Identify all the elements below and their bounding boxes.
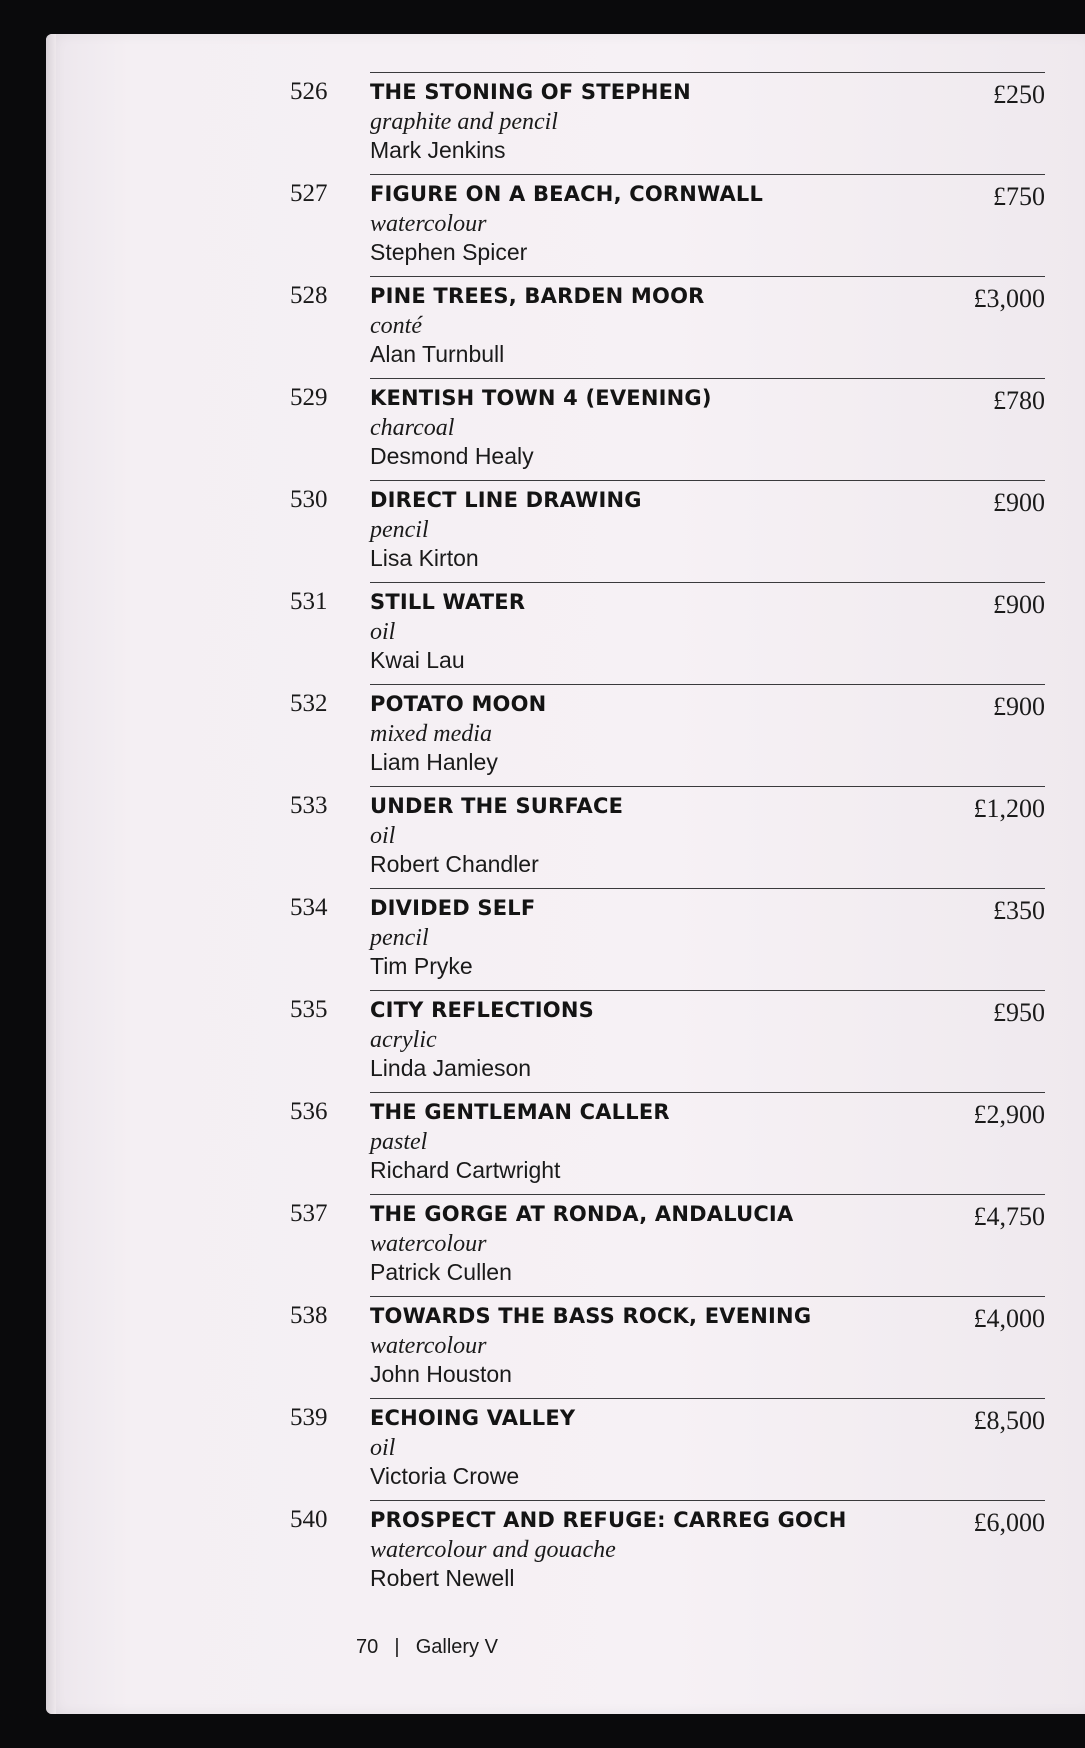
entry-artist: John Houston	[370, 1361, 512, 1387]
entry-number: 527	[290, 180, 328, 207]
entry-title: THE STONING OF STEPHEN	[370, 80, 691, 104]
entry-price: £2,900	[973, 1100, 1045, 1129]
entry-artist: Patrick Cullen	[370, 1259, 512, 1285]
catalogue-list	[290, 72, 1045, 1602]
entry-title: ECHOING VALLEY	[370, 1406, 576, 1430]
page-footer	[356, 1636, 498, 1659]
entry-artist: Stephen Spicer	[370, 239, 528, 265]
entry-artist: Kwai Lau	[370, 647, 465, 673]
catalogue-entry	[290, 786, 1045, 888]
catalogue-entry	[290, 1092, 1045, 1194]
entry-medium: watercolour	[370, 1333, 487, 1359]
entry-medium: graphite and pencil	[370, 109, 558, 135]
catalogue-entry	[290, 888, 1045, 990]
entry-artist: Robert Chandler	[370, 851, 539, 877]
entry-artist: Lisa Kirton	[370, 545, 479, 571]
page-edge	[46, 34, 56, 1714]
entry-number: 528	[290, 282, 328, 309]
entry-number: 529	[290, 384, 328, 411]
entry-price: £900	[993, 488, 1045, 517]
entry-price: £780	[993, 386, 1045, 415]
entry-title: CITY REFLECTIONS	[370, 998, 594, 1022]
entry-medium: pastel	[370, 1129, 428, 1155]
entry-price: £1,200	[973, 794, 1045, 823]
entry-price: £950	[993, 998, 1045, 1027]
entry-number: 539	[290, 1404, 328, 1431]
entry-divider	[370, 684, 1045, 685]
entry-medium: oil	[370, 1435, 396, 1461]
entry-artist: Liam Hanley	[370, 749, 498, 775]
entry-medium: watercolour and gouache	[370, 1537, 616, 1563]
entry-title: PROSPECT AND REFUGE: CARREG GOCH	[370, 1508, 847, 1532]
entry-medium: charcoal	[370, 415, 455, 441]
entry-divider	[370, 990, 1045, 991]
entry-number: 531	[290, 588, 328, 615]
entry-title: PINE TREES, BARDEN MOOR	[370, 284, 705, 308]
gallery-name: Gallery V	[415, 1636, 498, 1658]
entry-title: UNDER THE SURFACE	[370, 794, 624, 818]
entry-medium: mixed media	[370, 721, 492, 747]
entry-title: DIVIDED SELF	[370, 896, 536, 920]
catalogue-entry	[290, 990, 1045, 1092]
catalogue-entry	[290, 1500, 1045, 1602]
entry-price: £900	[993, 590, 1045, 619]
catalogue-entry	[290, 480, 1045, 582]
catalogue-entry	[290, 378, 1045, 480]
entry-divider	[370, 888, 1045, 889]
entry-artist: Robert Newell	[370, 1565, 515, 1591]
entry-medium: pencil	[370, 517, 429, 543]
entry-artist: Alan Turnbull	[370, 341, 505, 367]
entry-title: STILL WATER	[370, 590, 526, 614]
entry-number: 530	[290, 486, 328, 513]
footer-separator: |	[394, 1636, 400, 1658]
entry-divider	[370, 1500, 1045, 1501]
entry-price: £250	[993, 80, 1045, 109]
entry-price: £8,500	[973, 1406, 1045, 1435]
entry-title: KENTISH TOWN 4 (EVENING)	[370, 386, 712, 410]
entry-divider	[370, 1398, 1045, 1399]
entry-title: DIRECT LINE DRAWING	[370, 488, 642, 512]
entry-number: 540	[290, 1506, 328, 1533]
entry-divider	[370, 276, 1045, 277]
entry-divider	[370, 174, 1045, 175]
entry-number: 533	[290, 792, 328, 819]
entry-price: £3,000	[973, 284, 1045, 313]
entry-artist: Mark Jenkins	[370, 137, 506, 163]
entry-artist: Victoria Crowe	[370, 1463, 520, 1489]
entry-medium: acrylic	[370, 1027, 437, 1053]
entry-number: 537	[290, 1200, 328, 1227]
entry-number: 532	[290, 690, 328, 717]
entry-medium: oil	[370, 823, 396, 849]
entry-medium: pencil	[370, 925, 429, 951]
entry-number: 535	[290, 996, 328, 1023]
entry-title: THE GORGE AT RONDA, ANDALUCIA	[370, 1202, 794, 1226]
catalogue-entry	[290, 72, 1045, 174]
entry-divider	[370, 72, 1045, 73]
catalogue-entry	[290, 1296, 1045, 1398]
entry-divider	[370, 378, 1045, 379]
entry-divider	[370, 480, 1045, 481]
entry-price: £900	[993, 692, 1045, 721]
entry-title: THE GENTLEMAN CALLER	[370, 1100, 670, 1124]
entry-divider	[370, 582, 1045, 583]
entry-number: 526	[290, 78, 328, 105]
entry-number: 538	[290, 1302, 328, 1329]
entry-divider	[370, 786, 1045, 787]
catalogue-entry	[290, 174, 1045, 276]
catalogue-entry	[290, 276, 1045, 378]
catalogue-entry	[290, 1194, 1045, 1296]
entry-title: POTATO MOON	[370, 692, 547, 716]
entry-number: 534	[290, 894, 328, 921]
entry-title: TOWARDS THE BASS ROCK, EVENING	[370, 1304, 812, 1328]
entry-divider	[370, 1296, 1045, 1297]
entry-medium: watercolour	[370, 1231, 487, 1257]
entry-price: £4,000	[973, 1304, 1045, 1333]
entry-artist: Linda Jamieson	[370, 1055, 532, 1081]
entry-price: £4,750	[973, 1202, 1045, 1231]
entry-number: 536	[290, 1098, 328, 1125]
entry-artist: Richard Cartwright	[370, 1157, 561, 1183]
entry-artist: Tim Pryke	[370, 953, 473, 979]
entry-price: £350	[993, 896, 1045, 925]
entry-medium: conté	[370, 313, 422, 339]
entry-medium: watercolour	[370, 211, 487, 237]
entry-medium: oil	[370, 619, 396, 645]
catalogue-entry	[290, 1398, 1045, 1500]
catalogue-entry	[290, 684, 1045, 786]
entry-price: £750	[993, 182, 1045, 211]
catalogue-entry	[290, 582, 1045, 684]
entry-divider	[370, 1194, 1045, 1195]
entry-divider	[370, 1092, 1045, 1093]
page-number: 70	[356, 1636, 379, 1658]
entry-price: £6,000	[973, 1508, 1045, 1537]
entry-artist: Desmond Healy	[370, 443, 534, 469]
entry-title: FIGURE ON A BEACH, CORNWALL	[370, 182, 764, 206]
